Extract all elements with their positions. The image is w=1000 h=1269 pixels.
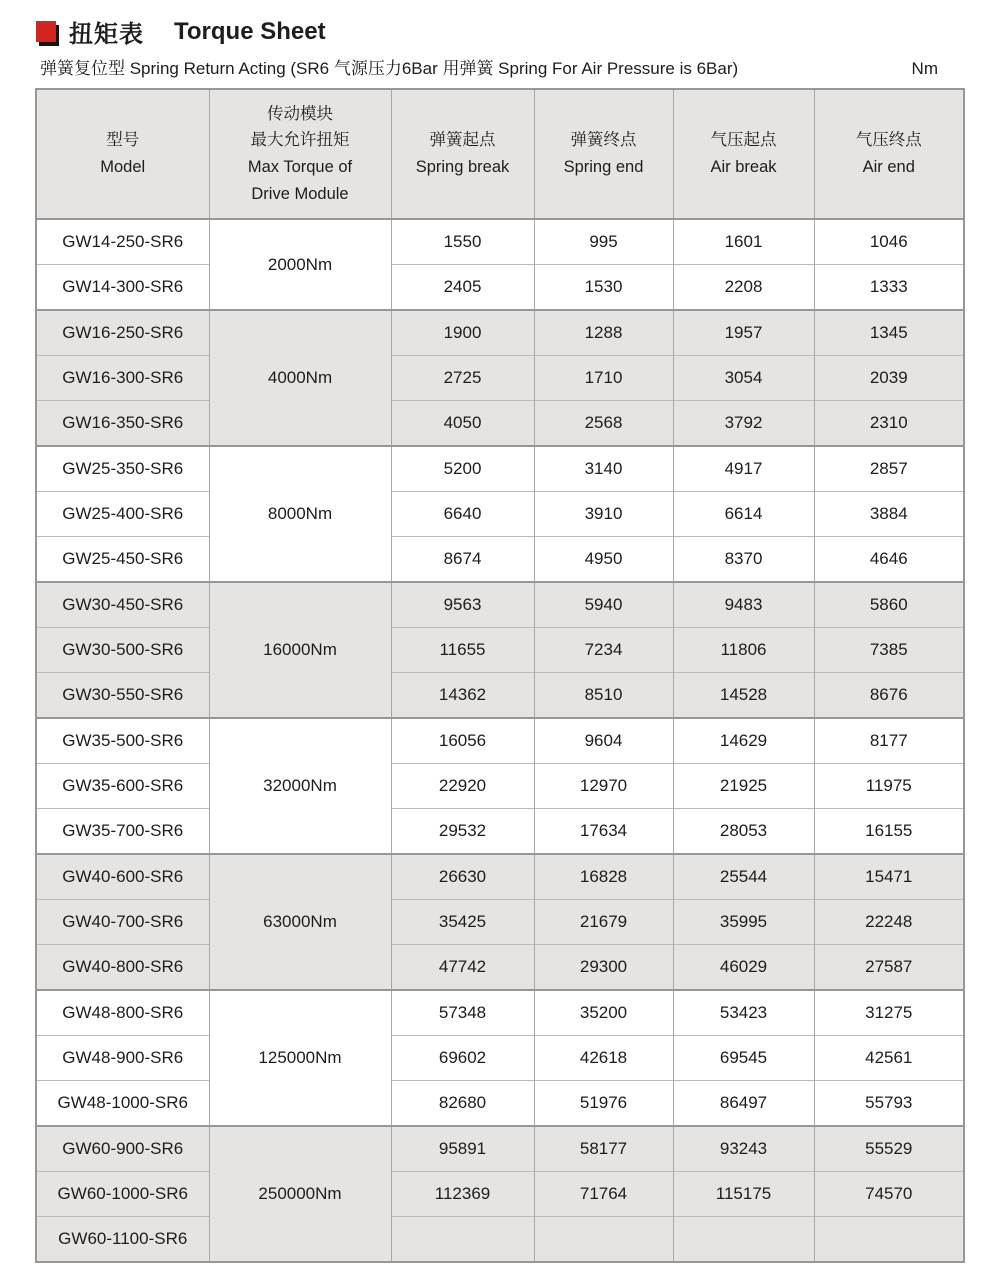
value-cell: 29300 <box>534 945 673 991</box>
model-cell: GW25-350-SR6 <box>36 446 209 492</box>
torque-table <box>35 88 965 1263</box>
model-cell: GW60-1100-SR6 <box>36 1217 209 1263</box>
table-row <box>36 265 964 311</box>
max-torque-cell: 2000Nm <box>209 219 391 310</box>
model-cell: GW35-600-SR6 <box>36 764 209 809</box>
column-header-max-torque <box>209 89 391 219</box>
model-cell: GW25-400-SR6 <box>36 492 209 537</box>
value-cell: 2405 <box>391 265 534 311</box>
value-cell: 1550 <box>391 219 534 265</box>
value-cell: 57348 <box>391 990 534 1036</box>
table-row <box>36 1217 964 1263</box>
max-torque-cell: 250000Nm <box>209 1126 391 1262</box>
table-row <box>36 764 964 809</box>
table-row <box>36 582 964 628</box>
value-cell: 82680 <box>391 1081 534 1127</box>
table-row <box>36 492 964 537</box>
model-cell: GW25-450-SR6 <box>36 537 209 583</box>
value-cell: 1288 <box>534 310 673 356</box>
value-cell: 1957 <box>673 310 814 356</box>
value-cell: 4950 <box>534 537 673 583</box>
value-cell: 22248 <box>814 900 964 945</box>
value-cell: 93243 <box>673 1126 814 1172</box>
value-cell: 29532 <box>391 809 534 855</box>
model-cell: GW30-450-SR6 <box>36 582 209 628</box>
column-header-spring-end <box>534 89 673 219</box>
value-cell: 14362 <box>391 673 534 719</box>
value-cell: 3910 <box>534 492 673 537</box>
max-torque-cell: 8000Nm <box>209 446 391 582</box>
table-row <box>36 1172 964 1217</box>
value-cell: 25544 <box>673 854 814 900</box>
table-header-row <box>36 89 964 219</box>
model-cell: GW16-250-SR6 <box>36 310 209 356</box>
column-header-line: 弹簧终点 <box>570 131 637 150</box>
column-header-line: Drive Module <box>251 184 349 203</box>
column-header-line: 传动模块 <box>267 104 333 123</box>
model-cell: GW60-900-SR6 <box>36 1126 209 1172</box>
value-cell: 9483 <box>673 582 814 628</box>
value-cell: 35425 <box>391 900 534 945</box>
value-cell: 95891 <box>391 1126 534 1172</box>
value-cell: 8370 <box>673 537 814 583</box>
value-cell: 31275 <box>814 990 964 1036</box>
value-cell: 2568 <box>534 401 673 447</box>
value-cell: 7234 <box>534 628 673 673</box>
value-cell: 74570 <box>814 1172 964 1217</box>
value-cell: 6614 <box>673 492 814 537</box>
column-header-line: 气压起点 <box>710 131 777 150</box>
value-cell: 8177 <box>814 718 964 764</box>
value-cell: 47742 <box>391 945 534 991</box>
value-cell: 16155 <box>814 809 964 855</box>
table-row <box>36 673 964 719</box>
value-cell: 16828 <box>534 854 673 900</box>
model-cell: GW60-1000-SR6 <box>36 1172 209 1217</box>
value-cell: 115175 <box>673 1172 814 1217</box>
value-cell: 6640 <box>391 492 534 537</box>
title-zh: 扭矩表 <box>69 21 144 48</box>
page-title <box>36 14 326 49</box>
table-row <box>36 537 964 583</box>
value-cell <box>534 1217 673 1263</box>
value-cell: 69602 <box>391 1036 534 1081</box>
value-cell: 2039 <box>814 356 964 401</box>
model-cell: GW30-500-SR6 <box>36 628 209 673</box>
model-cell: GW16-300-SR6 <box>36 356 209 401</box>
column-header-line: 型号 <box>106 131 140 150</box>
value-cell: 8510 <box>534 673 673 719</box>
value-cell: 86497 <box>673 1081 814 1127</box>
table-row <box>36 990 964 1036</box>
value-cell: 11975 <box>814 764 964 809</box>
value-cell <box>814 1217 964 1263</box>
value-cell: 17634 <box>534 809 673 855</box>
value-cell: 9604 <box>534 718 673 764</box>
value-cell: 1601 <box>673 219 814 265</box>
value-cell: 14528 <box>673 673 814 719</box>
model-cell: GW14-300-SR6 <box>36 265 209 311</box>
table-row <box>36 718 964 764</box>
subtitle: 弹簧复位型 Spring Return Acting (SR6 气源压力6Bar 用弹簧 Spring For Air Pressure is 6Bar) <box>40 59 739 78</box>
model-cell: GW40-800-SR6 <box>36 945 209 991</box>
value-cell: 69545 <box>673 1036 814 1081</box>
value-cell: 1046 <box>814 219 964 265</box>
value-cell: 21679 <box>534 900 673 945</box>
value-cell: 15471 <box>814 854 964 900</box>
value-cell: 3884 <box>814 492 964 537</box>
value-cell: 4917 <box>673 446 814 492</box>
model-cell: GW14-250-SR6 <box>36 219 209 265</box>
value-cell: 2310 <box>814 401 964 447</box>
subtitle-row <box>40 54 938 79</box>
value-cell: 2208 <box>673 265 814 311</box>
column-header-line: Air break <box>710 158 777 176</box>
value-cell: 11806 <box>673 628 814 673</box>
value-cell: 58177 <box>534 1126 673 1172</box>
table-row <box>36 356 964 401</box>
value-cell: 4050 <box>391 401 534 447</box>
table-row <box>36 900 964 945</box>
value-cell: 53423 <box>673 990 814 1036</box>
value-cell: 71764 <box>534 1172 673 1217</box>
value-cell: 1333 <box>814 265 964 311</box>
model-cell: GW48-900-SR6 <box>36 1036 209 1081</box>
value-cell: 8676 <box>814 673 964 719</box>
value-cell: 55529 <box>814 1126 964 1172</box>
value-cell <box>391 1217 534 1263</box>
value-cell <box>673 1217 814 1263</box>
model-cell: GW30-550-SR6 <box>36 673 209 719</box>
table-row <box>36 446 964 492</box>
title-en: Torque Sheet <box>174 17 326 45</box>
value-cell: 5940 <box>534 582 673 628</box>
model-cell: GW16-350-SR6 <box>36 401 209 447</box>
red-square-bullet-icon <box>36 21 56 42</box>
model-cell: GW35-500-SR6 <box>36 718 209 764</box>
column-header-air-break <box>673 89 814 219</box>
value-cell: 7385 <box>814 628 964 673</box>
value-cell: 1345 <box>814 310 964 356</box>
table-row <box>36 628 964 673</box>
value-cell: 5200 <box>391 446 534 492</box>
value-cell: 3792 <box>673 401 814 447</box>
unit-label: Nm <box>911 59 938 78</box>
model-cell: GW48-1000-SR6 <box>36 1081 209 1127</box>
table-row <box>36 854 964 900</box>
max-torque-cell: 32000Nm <box>209 718 391 854</box>
column-header-line: Spring break <box>415 158 510 176</box>
value-cell: 1710 <box>534 356 673 401</box>
value-cell: 35200 <box>534 990 673 1036</box>
model-cell: GW40-700-SR6 <box>36 900 209 945</box>
column-header-spring-break <box>391 89 534 219</box>
max-torque-cell: 4000Nm <box>209 310 391 446</box>
value-cell: 11655 <box>391 628 534 673</box>
value-cell: 22920 <box>391 764 534 809</box>
table-row <box>36 809 964 855</box>
table-row <box>36 1126 964 1172</box>
model-cell: GW35-700-SR6 <box>36 809 209 855</box>
value-cell: 2725 <box>391 356 534 401</box>
column-header-model <box>36 89 209 219</box>
column-header-line: 气压终点 <box>855 131 922 150</box>
value-cell: 9563 <box>391 582 534 628</box>
column-header-line: Spring end <box>563 158 644 176</box>
value-cell: 35995 <box>673 900 814 945</box>
table-row <box>36 1036 964 1081</box>
table-row <box>36 401 964 447</box>
value-cell: 16056 <box>391 718 534 764</box>
value-cell: 55793 <box>814 1081 964 1127</box>
max-torque-cell: 63000Nm <box>209 854 391 990</box>
value-cell: 46029 <box>673 945 814 991</box>
column-header-line: 最大允许扭矩 <box>250 131 350 150</box>
table-row <box>36 945 964 991</box>
value-cell: 4646 <box>814 537 964 583</box>
value-cell: 995 <box>534 219 673 265</box>
value-cell: 3140 <box>534 446 673 492</box>
value-cell: 3054 <box>673 356 814 401</box>
table-row <box>36 1081 964 1127</box>
column-header-line: Air end <box>862 158 915 176</box>
column-header-line: 弹簧起点 <box>429 131 496 150</box>
value-cell: 12970 <box>534 764 673 809</box>
value-cell: 1900 <box>391 310 534 356</box>
value-cell: 51976 <box>534 1081 673 1127</box>
max-torque-cell: 125000Nm <box>209 990 391 1126</box>
value-cell: 21925 <box>673 764 814 809</box>
value-cell: 27587 <box>814 945 964 991</box>
column-header-air-end <box>814 89 964 219</box>
value-cell: 14629 <box>673 718 814 764</box>
max-torque-cell: 16000Nm <box>209 582 391 718</box>
column-header-line: Max Torque of <box>247 158 353 176</box>
table-row <box>36 219 964 265</box>
value-cell: 42561 <box>814 1036 964 1081</box>
value-cell: 1530 <box>534 265 673 311</box>
value-cell: 42618 <box>534 1036 673 1081</box>
model-cell: GW48-800-SR6 <box>36 990 209 1036</box>
table-row <box>36 310 964 356</box>
value-cell: 8674 <box>391 537 534 583</box>
value-cell: 26630 <box>391 854 534 900</box>
value-cell: 28053 <box>673 809 814 855</box>
value-cell: 112369 <box>391 1172 534 1217</box>
value-cell: 2857 <box>814 446 964 492</box>
model-cell: GW40-600-SR6 <box>36 854 209 900</box>
value-cell: 5860 <box>814 582 964 628</box>
column-header-line: Model <box>100 158 146 176</box>
